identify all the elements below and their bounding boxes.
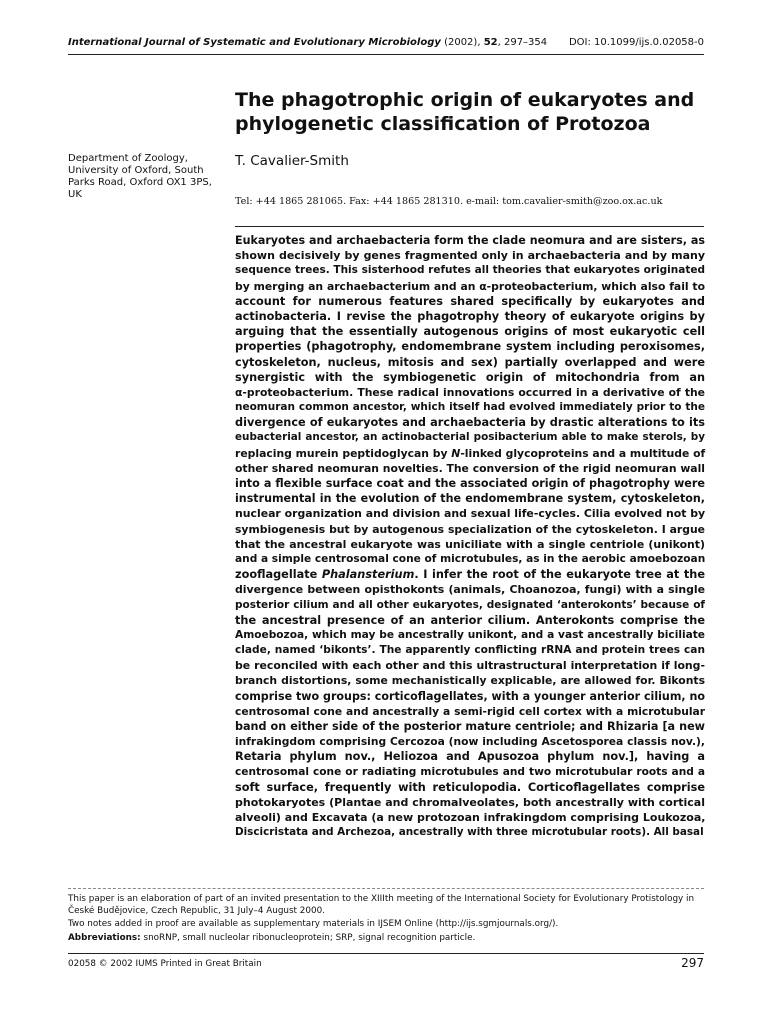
abstract-line: infrakingdom comprising Cercozoa (now including Ascetosporea classis nov.), (235, 735, 705, 749)
abstract-line: replacing murein peptidoglycan by N-linked glycoproteins and a multitude of (235, 446, 706, 460)
copyright-line: 02058 © 2002 IUMS Printed in Great Britain (68, 959, 262, 969)
footnote-supplementary: Two notes added in proof are available as supplementary materials in IJSEM Online (http://ijs.sgmjournals.org/). (68, 919, 559, 929)
abstract-line: that the ancestral eukaryote was uniciliate with a single centriole (unikont) (235, 537, 705, 551)
footnote-presentation: This paper is an elaboration of part of an invited presentation to the XIIIth meeting of the International Society for Evolutionary Protistology in České Budějovice, Czech Republic, 31 July–4 August 2000. (68, 894, 695, 916)
abstract-line: synergistic with the symbiogenetic origin of mitochondria from an (235, 370, 705, 384)
affiliation-line: University of Oxford, South (68, 165, 204, 176)
header-divider (68, 54, 704, 55)
abstract-line: shown decisively by genes fragmented only in archaebacteria and by many (235, 249, 705, 263)
abstract-line: Eukaryotes and archaebacteria form the clade neomura and are sisters, as (235, 234, 705, 247)
abstract-line: comprise two groups: corticoflagellates, with a younger anterior cilium, no (235, 689, 705, 703)
abstract-line: Retaria phylum nov., Heliozoa and Apusozoa phylum nov.], having a (235, 750, 705, 764)
abbreviations-text: snoRNP, small nucleolar ribonucleoprotein; SRP, signal recognition particle. (140, 932, 476, 943)
journal-volume: 52 (483, 37, 498, 48)
abstract-line: properties (phagotrophy, endomembrane system including peroxisomes, (235, 340, 705, 354)
footnote-abbreviations (68, 933, 708, 945)
abstract-line: symbiogenesis but by autogenous specialization of the cytoskeleton. I argue (235, 522, 705, 536)
page-number: 297 (681, 956, 704, 970)
abstract-line: sequence trees. This sisterhood refutes all theories that eukaryotes originated (235, 264, 705, 277)
author-contact[interactable]: Tel: +44 1865 281065. Fax: +44 1865 281310. e-mail: tom.cavalier-smith@zoo.ox.ac.uk (235, 196, 663, 207)
journal-citation (68, 37, 547, 49)
abstract-line: actinobacteria. I revise the phagotrophy theory of eukaryote origins by (235, 309, 705, 323)
journal-pages: , 297–354 (497, 37, 548, 48)
abstract-line: branch distortions, some mechanistically explicable, are allowed for. Bikonts (235, 674, 705, 688)
abstract-line: clade, named ‘bikonts’. The apparently conflicting rRNA and protein trees can (235, 644, 705, 657)
journal-name: International Journal of Systematic and Evolutionary Microbiology (68, 37, 441, 48)
abstract-line: centrosomal cone or radiating microtubules and two microtubular roots and a (235, 765, 705, 778)
abstract-line: centrosomal cone and ancestrally a semi-rigid cell cortex with a microtubular (235, 704, 705, 718)
abstract-line: into a flexible surface coat and the associated origin of phagotrophy were (235, 477, 705, 490)
abstract-line: divergence of eukaryotes and archaebacteria by drastic alterations to its (235, 416, 705, 430)
abstract-line: instrumental in the evolution of the endomembrane system, cytoskeleton, (235, 492, 705, 506)
abstract-line: nuclear organization and division and sexual life-cycles. Cilia evolved not by (235, 507, 706, 521)
abstract-line: band on either side of the posterior mature centriole; and Rhizaria [a new (235, 720, 705, 733)
footnote-divider (68, 888, 704, 889)
abstract-line: and a simple centrosomal cone of microtubules, as in the aerobic amoebozoan (235, 552, 706, 565)
author-name: T. Cavalier-Smith (235, 153, 349, 169)
affiliation-line: Department of Zoology, (68, 153, 188, 164)
abstract-line: α-proteobacterium. These radical innovations occurred in a derivative of the (235, 385, 705, 399)
abstract-line: zooflagellate Phalansterium. I infer the root of the eukaryote tree at the (235, 568, 705, 582)
abstract-line: photokaryotes (Plantae and chromalveolates, both ancestrally with cortical (235, 795, 705, 809)
doi[interactable]: DOI: 10.1099/ijs.0.02058-0 (568, 37, 704, 48)
abstract-line: the ancestral presence of an anterior cilium. Anterokonts comprise the (235, 613, 705, 627)
footer-divider (68, 953, 704, 954)
abstract-line: Amoebozoa, which may be ancestrally unikont, and a vast ancestrally biciliate (235, 628, 705, 641)
abstract-line: alveoli) and Excavata (a new protozoan infrakingdom comprising Loukozoa, (235, 811, 706, 825)
abstract-line: other shared neomuran novelties. The conversion of the rigid neomuran wall (235, 461, 705, 475)
abstract-line: soft surface, frequently with reticulopodia. Corticoflagellates comprise (235, 780, 705, 794)
abstract-line: cytoskeleton, nucleus, mitosis and sex) partially overlapped and were (235, 355, 705, 369)
affiliation-line: Parks Road, Oxford OX1 3PS, (68, 177, 212, 188)
affiliation-line: UK (68, 189, 82, 200)
journal-year: (2002), (440, 37, 484, 48)
abstract-line: be reconciled with each other and this ultrastructural interpretation if long- (235, 659, 705, 673)
abstract-divider (235, 226, 704, 227)
abstract (235, 233, 705, 841)
abstract-line: divergence between opisthokonts (animals, Choanozoa, fungi) with a single (235, 583, 705, 597)
abstract-line: arguing that the essentially autogenous origins of most eukaryotic cell (235, 325, 705, 339)
title-line-2: phylogenetic classification of Protozoa (235, 113, 651, 135)
article-title (235, 88, 705, 136)
abstract-line: posterior cilium and all other eukaryotes, designated ‘anterokonts’ because of (235, 598, 705, 611)
footnotes (68, 894, 708, 946)
author-affiliation (68, 153, 218, 201)
abstract-line: Discicristata and Archezoa, ancestrally with three microtubular roots). All basal (235, 826, 704, 839)
abstract-line: neomuran common ancestor, which itself had evolved immediately prior to the (235, 401, 705, 414)
title-line-1: The phagotrophic origin of eukaryotes and (235, 89, 695, 111)
abstract-line: account for numerous features shared specifically by eukaryotes and (235, 294, 705, 308)
abbreviations-label: Abbreviations: (68, 932, 141, 943)
abstract-line: by merging an archaebacterium and an α-proteobacterium, which also fail to (235, 279, 705, 293)
abstract-line: eubacterial ancestor, an actinobacterial posibacterium able to make sterols, by (235, 431, 705, 444)
